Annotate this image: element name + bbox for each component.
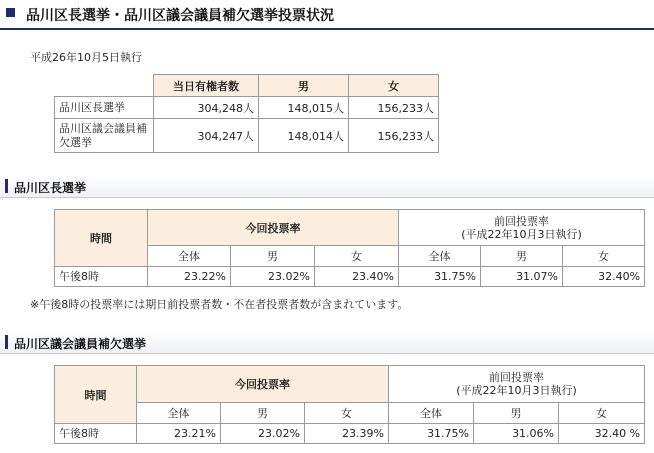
turnout-value: 31.07% (481, 267, 563, 287)
voters-header-male: 男 (259, 75, 349, 97)
voters-female: 156,233人 (349, 119, 439, 153)
sub-header: 女 (559, 403, 645, 424)
voters-table (54, 74, 439, 153)
voters-male: 148,015人 (259, 97, 349, 119)
sub-header: 女 (305, 403, 389, 424)
page-title-text: 品川区長選挙・品川区議会議員補欠選挙投票状況 (26, 8, 334, 24)
sub-header: 女 (315, 246, 399, 267)
voters-female: 156,233人 (349, 97, 439, 119)
row-label: 品川区議会議員補欠選挙 (55, 119, 154, 153)
table-row (55, 424, 645, 444)
sub-header: 全体 (389, 403, 474, 424)
previous-election-date: (平成22年10月3日執行) (456, 384, 577, 397)
previous-turnout-title: 前回投票率 (489, 371, 545, 384)
table-row (55, 267, 645, 287)
heading-bar-icon (5, 335, 8, 349)
heading-bar-icon (5, 179, 8, 193)
turnout-value: 23.40% (315, 267, 399, 287)
voters-header-female: 女 (349, 75, 439, 97)
sub-header: 全体 (399, 246, 481, 267)
square-bullet-icon (6, 8, 15, 17)
time-cell: 午後8時 (55, 424, 137, 444)
turnout-value: 23.02% (221, 424, 305, 444)
turnout-value: 31.75% (399, 267, 481, 287)
table-row (55, 119, 439, 153)
page-title (0, 0, 654, 30)
previous-turnout-header (399, 210, 645, 246)
turnout-value: 23.39% (305, 424, 389, 444)
current-turnout-header: 今回投票率 (137, 366, 389, 403)
voters-male: 148,014人 (259, 119, 349, 153)
mayor-turnout-table (54, 209, 645, 287)
row-label: 品川区長選挙 (55, 97, 154, 119)
current-turnout-header: 今回投票率 (148, 210, 399, 246)
sub-header: 男 (221, 403, 305, 424)
turnout-value: 31.75% (389, 424, 474, 444)
turnout-value: 23.22% (148, 267, 231, 287)
sub-header: 女 (563, 246, 645, 267)
turnout-value: 32.40% (563, 267, 645, 287)
previous-turnout-header (389, 366, 645, 403)
voters-total: 304,247人 (154, 119, 259, 153)
voters-total: 304,248人 (154, 97, 259, 119)
turnout-value: 23.02% (231, 267, 315, 287)
turnout-value: 31.06% (474, 424, 559, 444)
previous-turnout-title: 前回投票率 (494, 214, 550, 228)
election-date: 平成26年10月5日執行 (30, 51, 142, 64)
time-header: 時間 (55, 210, 148, 267)
sub-header: 男 (474, 403, 559, 424)
time-header: 時間 (55, 366, 137, 424)
time-cell: 午後8時 (55, 267, 148, 287)
turnout-value: 23.21% (137, 424, 221, 444)
sub-header: 男 (231, 246, 315, 267)
council-heading-text: 品川区議会議員補欠選挙 (14, 337, 147, 351)
mayor-section-heading (0, 175, 654, 198)
sub-header: 男 (481, 246, 563, 267)
sub-header: 全体 (148, 246, 231, 267)
sub-header: 全体 (137, 403, 221, 424)
council-turnout-table (54, 365, 645, 444)
council-section-heading (0, 331, 654, 354)
mayor-heading-text: 品川区長選挙 (14, 181, 87, 195)
table-row (55, 97, 439, 119)
previous-election-date: (平成22年10月3日執行) (461, 227, 582, 241)
voters-header-total: 当日有権者数 (154, 75, 259, 97)
turnout-value: 32.40 % (559, 424, 645, 444)
voters-corner-cell (55, 75, 154, 97)
footnote: ※午後8時の投票率には期日前投票者数・不在者投票者数が含まれています。 (30, 298, 409, 311)
